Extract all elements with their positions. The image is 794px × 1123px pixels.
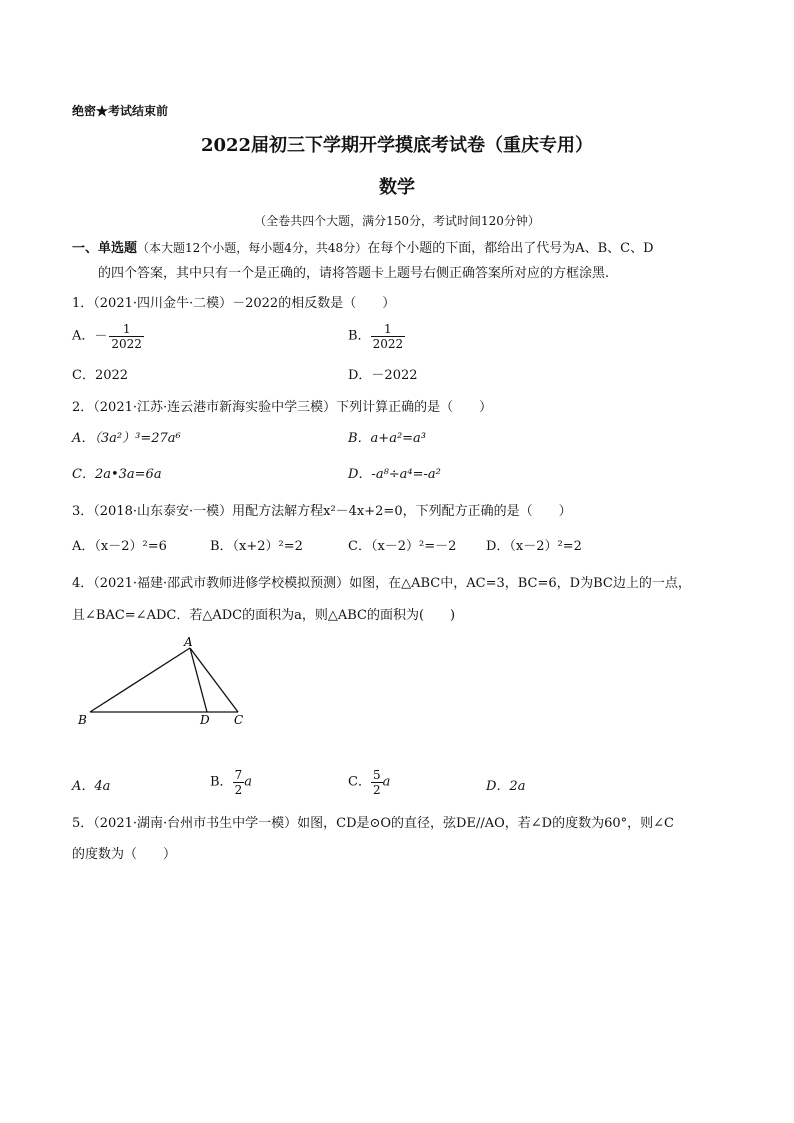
secret-label: 绝密★考试结束前 [72,104,169,118]
question-1-option-d[interactable]: D．－2022 [348,368,418,383]
question-3-option-a[interactable]: A．（x－2）²=6 [72,539,167,554]
side-ac [190,648,238,712]
paper-title: 2022届初三下学期开学摸底考试卷（重庆专用） [200,135,594,156]
question-1-option-a[interactable]: A．－ $\frac{1}{2022}$ [72,322,142,351]
side-ab [90,648,190,712]
vertex-d-label: D [200,713,210,727]
question-4-stem-line1: 4．（2021·福建·邵武市教师进修学校模拟预测）如图，在△ABC中，AC=3，BC=6，D为BC边上的一点， [72,576,691,591]
fraction: $\frac{1}{2022}$ [372,322,404,351]
fraction: $\frac{1}{2022}$ [111,322,142,351]
question-5-stem-line2: 的度数为（ ） [72,847,177,862]
section-scoring: （本大题12个小题，每小题4分，共48分） [137,241,368,255]
question-3-option-d[interactable]: D．（x－2）²=2 [486,539,582,554]
section-title: 一、单选题 [72,241,138,256]
question-3-stem: 3．（2018·山东泰安·一模）用配方法解方程x²－4x+2=0，下列配方正确的是（ ） [72,504,572,519]
vertex-b-label: B [78,713,87,727]
fraction: $\frac{7}{2}$ [234,768,243,797]
subject-title: 数学 [379,177,415,198]
segment-ad [190,648,207,712]
question-2-option-c[interactable]: C．2a•3a=6a [72,467,162,482]
vertex-a-label: A [184,636,193,649]
question-5-stem-line1: 5．（2021·湖南·台州市书生中学一模）如图，CD是⊙O的直径，弦DE//AO，若∠D的度数为60°，则∠C [72,816,674,831]
question-4-option-b[interactable]: B． $\frac{7}{2}$ a [210,768,252,797]
question-2-option-b[interactable]: B．a+a²=a³ [348,431,427,446]
question-4-option-a[interactable]: A．4a [72,779,111,794]
section-heading [72,239,654,258]
question-4-option-c[interactable]: C． $\frac{5}{2}$ a [348,768,391,797]
vertex-c-label: C [234,713,244,727]
question-1-option-b[interactable]: B． $\frac{1}{2022}$ [348,322,404,351]
question-2-option-a[interactable]: A．（3a²）³=27a⁶ [72,431,181,446]
question-2-stem: 2．（2021·江苏·连云港市新海实验中学三模）下列计算正确的是（ ） [72,400,493,415]
section-desc: 在每个小题的下面，都给出了代号为A、B、C、D [367,241,654,256]
section-desc-line2: 的四个答案，其中只有一个是正确的，请将答题卡上题号右侧正确答案所对应的方框涂黑. [98,266,610,281]
question-4-stem-line2: 且∠BAC=∠ADC．若△ADC的面积为a，则△ABC的面积为( ) [72,608,456,623]
question-2-option-d[interactable]: D．-a⁸÷a⁴=-a² [348,467,441,482]
question-1-option-c[interactable]: C．2022 [72,368,129,383]
question-4-option-d[interactable]: D．2a [486,779,526,794]
question-3-option-c[interactable]: C．（x－2）²=－2 [348,539,457,554]
fraction: $\frac{5}{2}$ [372,768,381,797]
exam-info: （全卷共四个大题，满分150分，考试时间120分钟） [254,214,540,228]
triangle-figure [70,636,260,728]
question-1-stem: 1．（2021·四川金牛·二模）－2022的相反数是（ ） [72,296,396,311]
question-3-option-b[interactable]: B．（x+2）²=2 [210,539,303,554]
